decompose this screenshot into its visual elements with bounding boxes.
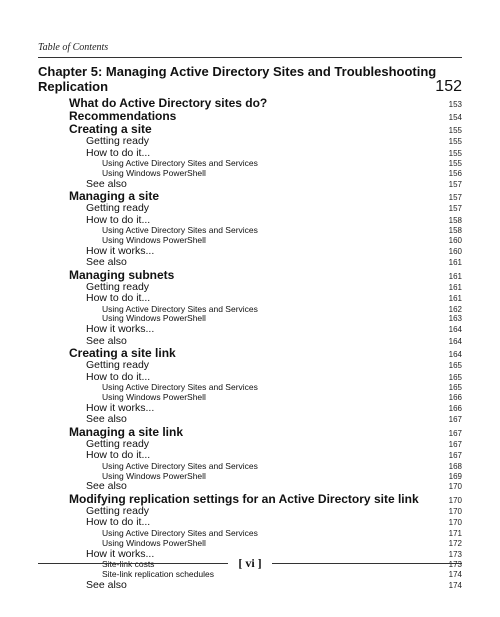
toc-entry-title: Creating a site link [69,346,176,361]
toc-entry-page: 173 [448,549,462,559]
toc-entry-title: What do Active Directory sites do? [69,96,268,110]
toc-entry-title: Using Active Directory Sites and Services [102,303,258,314]
toc-entry-page: 161 [448,282,462,292]
toc-entry-title: Using Active Directory Sites and Services [102,225,258,236]
toc-entry-page: 160 [448,246,462,256]
toc-entry[interactable] [38,136,462,148]
toc-entry-title: Using Active Directory Sites and Services [102,158,258,168]
toc-entry-title: Site-link costs [102,559,155,570]
toc-entry-page: 167 [448,451,462,461]
toc-entry-page: 169 [448,471,462,481]
toc-entry-title: Using Windows PowerShell [102,470,206,481]
toc-entry-page: 164 [448,325,462,335]
toc-entry-page: 155 [448,148,462,158]
toc-entry-page: 171 [448,528,462,538]
footer-rule-left [38,563,228,564]
toc-entry-title: How to do it... [86,146,151,159]
footer-rule-right [272,563,462,564]
toc-entry-title: Getting ready [86,359,150,372]
toc-entry-page: 173 [448,560,462,570]
toc-entry-title: Getting ready [86,437,150,450]
toc-entry-page: 157 [448,179,462,189]
toc-entry[interactable] [38,203,462,215]
toc-entry-page: 153 [448,100,462,109]
toc-entry-title: Modifying replication settings for an Active Directory site link [69,491,419,506]
toc-entry-title: Using Windows PowerShell [102,167,206,178]
toc-entry-page: 165 [448,361,462,371]
toc-entry-title: Managing a site [69,189,160,204]
toc-entry-title: See also [86,256,127,269]
toc-entry-page: 161 [448,258,462,268]
toc-entry-title: Using Active Directory Sites and Services [102,382,258,393]
toc-entry-title: Getting ready [86,280,150,293]
header-rule [38,57,462,58]
toc-entry-title: How to do it... [86,516,151,529]
toc-entry-title: Recommendations [69,109,177,123]
toc-entry-page: 157 [448,193,462,203]
toc-entry-title: Site-link replication schedules [102,568,214,579]
toc-entry-page: 155 [448,126,462,135]
toc-entry-title: Using Active Directory Sites and Services [102,527,258,538]
toc-entry-title: How to do it... [86,449,151,462]
toc-entry-page: 160 [448,235,462,245]
toc-entry-page: 172 [448,538,462,548]
toc-entry-title: Using Windows PowerShell [102,392,206,403]
toc-entry[interactable] [38,426,462,439]
toc-entry-page: 162 [448,304,462,314]
toc-entry-title: Using Windows PowerShell [102,234,206,245]
chapter-title-line-2: Replication [38,79,109,94]
footer-page-number: [ vi ] [238,556,262,570]
toc-entry-page: 164 [448,336,462,346]
toc-entry-title: Getting ready [86,202,150,215]
running-head: Table of Contents [38,42,109,53]
toc-entry-title: How it works... [86,244,155,257]
page-footer [38,556,462,571]
toc-list [38,65,462,591]
toc-entry[interactable] [38,257,462,269]
toc-entry-page: 165 [448,383,462,393]
toc-entry-title: See also [86,334,127,347]
toc-entry-title: How it works... [86,401,155,414]
toc-entry-title: Getting ready [86,135,150,147]
toc-entry-page: 161 [448,294,462,304]
toc-entry-page: 170 [448,518,462,528]
toc-entry-page: 174 [448,569,462,579]
toc-entry-page: 168 [448,461,462,471]
toc-entry-page: 166 [448,393,462,403]
toc-entry-page: 156 [448,168,462,178]
toc-entry[interactable] [38,293,462,305]
chapter-page-number: 152 [435,78,462,95]
toc-entry-title: How to do it... [86,292,151,305]
toc-entry[interactable] [38,580,462,592]
toc-entry-page: 174 [448,580,462,590]
toc-entry-page: 170 [448,482,462,492]
toc-entry-title: Managing subnets [69,267,175,282]
toc-entry-page: 154 [448,113,462,122]
toc-entry-title: How to do it... [86,370,151,383]
toc-entry-title: See also [86,578,127,591]
toc-entry-page: 157 [448,204,462,214]
toc-chapter-entry[interactable] [38,65,462,96]
toc-entry[interactable] [38,269,462,282]
toc-entry-page: 165 [448,372,462,382]
toc-entry-title: See also [86,480,127,493]
toc-entry-title: How to do it... [86,213,151,226]
toc-entry-page: 170 [448,506,462,516]
toc-entry-title: Getting ready [86,504,150,517]
toc-entry-title: How it works... [86,547,155,560]
toc-entry-page: 161 [448,271,462,281]
chapter-title-line-1: Chapter 5: Managing Active Directory Sites and Troubleshooting [38,64,437,79]
toc-entry-page: 167 [448,415,462,425]
toc-entry-page: 155 [448,159,462,168]
toc-entry-title: Creating a site [69,122,152,136]
toc-entry-page: 167 [448,428,462,438]
toc-entry-title: See also [86,177,127,190]
toc-entry-page: 158 [448,226,462,236]
toc-entries [38,97,462,591]
toc-entry-title: How it works... [86,323,155,336]
toc-entry-page: 167 [448,439,462,449]
toc-entry-page: 164 [448,350,462,360]
toc-entry-page: 155 [448,137,462,146]
toc-entry-title: Managing a site link [69,424,184,439]
toc-entry-title: Using Windows PowerShell [102,537,206,548]
toc-entry-title: Using Windows PowerShell [102,313,206,324]
toc-entry-title: Using Active Directory Sites and Services [102,460,258,471]
toc-entry-page: 158 [448,215,462,225]
toc-entry-page: 170 [448,495,462,505]
toc-entry-page: 166 [448,403,462,413]
toc-entry-page: 163 [448,314,462,324]
toc-entry-title: See also [86,413,127,426]
